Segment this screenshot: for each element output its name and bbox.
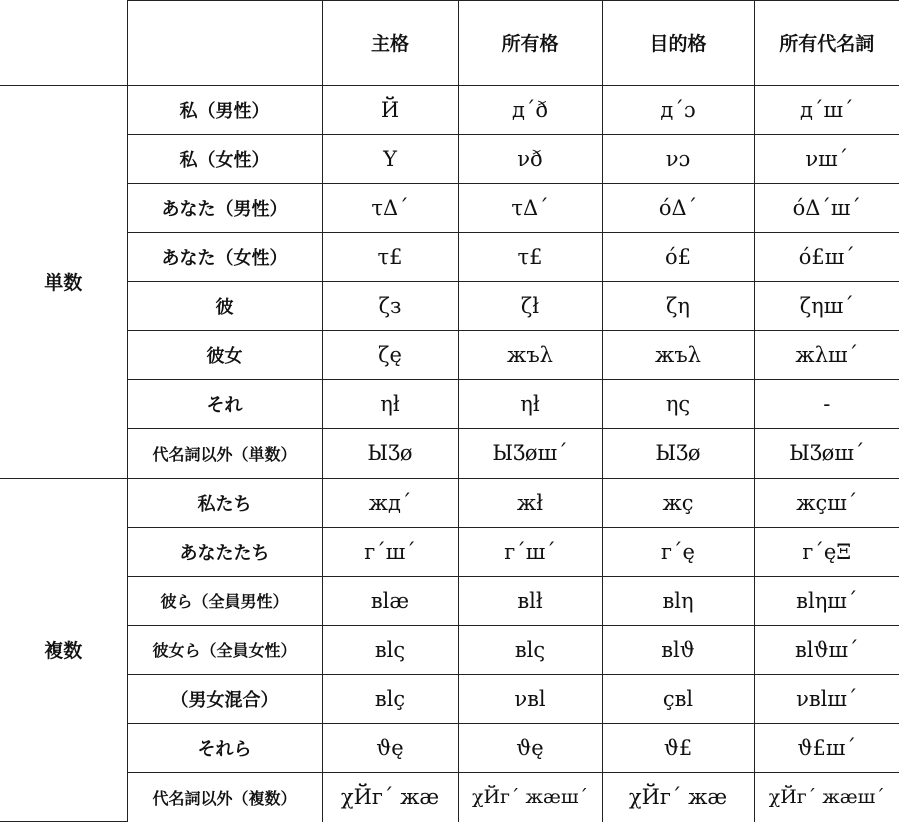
corner-cell [0,1,127,86]
cell-possessive: ϑę [458,724,602,773]
header-subjective: 主格 [322,1,458,86]
cell-subjective: вlæ [322,576,458,625]
cell-possessive-pronoun: ζηш΄ [754,282,899,331]
row-label: 代名詞以外（複数） [127,773,322,822]
group-singular: 単数 [0,85,127,478]
row-label: 私（男性） [127,85,322,134]
cell-subjective: вlς [322,625,458,674]
cell-subjective: ЫƷø [322,429,458,478]
row-label: それ [127,380,322,429]
row-label: （男女混合） [127,675,322,724]
cell-possessive: ЫƷøш΄ [458,429,602,478]
cell-possessive-pronoun: жλш΄ [754,331,899,380]
row-label: あなた（男性） [127,183,322,232]
cell-possessive-pronoun: д΄ш΄ [754,85,899,134]
cell-possessive-pronoun: νш΄ [754,134,899,183]
header-possessive: 所有格 [458,1,602,86]
cell-possessive-pronoun: жçш΄ [754,478,899,527]
cell-possessive: ζł [458,282,602,331]
cell-possessive-pronoun: όΔ΄ш΄ [754,183,899,232]
cell-possessive-pronoun: νвlш΄ [754,675,899,724]
cell-possessive-pronoun: г΄ęΞ [754,527,899,576]
header-possessive-pronoun: 所有代名詞 [754,1,899,86]
cell-subjective: г΄ш΄ [322,527,458,576]
table-row [0,232,899,281]
row-label: 彼 [127,282,322,331]
cell-possessive: νвl [458,675,602,724]
cell-possessive-pronoun: χЙг΄ жæш΄ [754,773,899,822]
table-row [0,675,899,724]
row-label: 私（女性） [127,134,322,183]
cell-subjective: Й [322,85,458,134]
group-plural: 複数 [0,478,127,821]
cell-possessive: τΔ΄ [458,183,602,232]
row-label: 彼女ら（全員女性） [127,625,322,674]
table-row [0,527,899,576]
cell-objective: г΄ę [602,527,754,576]
table-row [0,183,899,232]
cell-objective: ό£ [602,232,754,281]
cell-subjective: ϑę [322,724,458,773]
row-label: 私たち [127,478,322,527]
cell-possessive: д΄ð [458,85,602,134]
cell-possessive-pronoun: ЫƷøш΄ [754,429,899,478]
cell-objective: ης [602,380,754,429]
cell-objective: д΄ɔ [602,85,754,134]
cell-possessive: χЙг΄ жæш΄ [458,773,602,822]
cell-objective: вlϑ [602,625,754,674]
header-objective: 目的格 [602,1,754,86]
row-label: あなたたち [127,527,322,576]
cell-objective: ζη [602,282,754,331]
table-row [0,429,899,478]
cell-possessive: г΄ш΄ [458,527,602,576]
table-row [0,282,899,331]
cell-objective: жç [602,478,754,527]
table-row [0,576,899,625]
cell-possessive: νð [458,134,602,183]
table-row [0,724,899,773]
row-label: 彼女 [127,331,322,380]
label-header-cell [127,1,322,86]
cell-possessive: вlς [458,625,602,674]
cell-possessive: жł [458,478,602,527]
cell-subjective: вlç [322,675,458,724]
table-row [0,134,899,183]
cell-objective: νɔ [602,134,754,183]
cell-subjective: ζз [322,282,458,331]
cell-possessive: τ£ [458,232,602,281]
row-label: 彼ら（全員男性） [127,576,322,625]
table-row [0,85,899,134]
row-label: あなた（女性） [127,232,322,281]
cell-subjective: χЙг΄ жæ [322,773,458,822]
row-label: 代名詞以外（単数） [127,429,322,478]
cell-objective: χЙг΄ жæ [602,773,754,822]
cell-possessive-pronoun: вlηш΄ [754,576,899,625]
cell-possessive: жъλ [458,331,602,380]
cell-subjective: τΔ΄ [322,183,458,232]
cell-objective: όΔ΄ [602,183,754,232]
cell-possessive: вlł [458,576,602,625]
table-row [0,478,899,527]
cell-subjective: τ£ [322,232,458,281]
cell-subjective: ζę [322,331,458,380]
cell-objective: ЫƷø [602,429,754,478]
row-label: それら [127,724,322,773]
cell-subjective: ηł [322,380,458,429]
cell-objective: вlη [602,576,754,625]
cell-objective: çвl [602,675,754,724]
cell-subjective: жд΄ [322,478,458,527]
table-row [0,380,899,429]
cell-possessive-pronoun: вlϑш΄ [754,625,899,674]
table-row [0,331,899,380]
table-row [0,625,899,674]
cell-subjective: Y [322,134,458,183]
cell-possessive: ηł [458,380,602,429]
header-row [0,1,899,86]
cell-objective: жъλ [602,331,754,380]
cell-possessive-pronoun: - [754,380,899,429]
cell-possessive-pronoun: ϑ£ш΄ [754,724,899,773]
table-row [0,773,899,822]
cell-objective: ϑ£ [602,724,754,773]
cell-possessive-pronoun: ό£ш΄ [754,232,899,281]
